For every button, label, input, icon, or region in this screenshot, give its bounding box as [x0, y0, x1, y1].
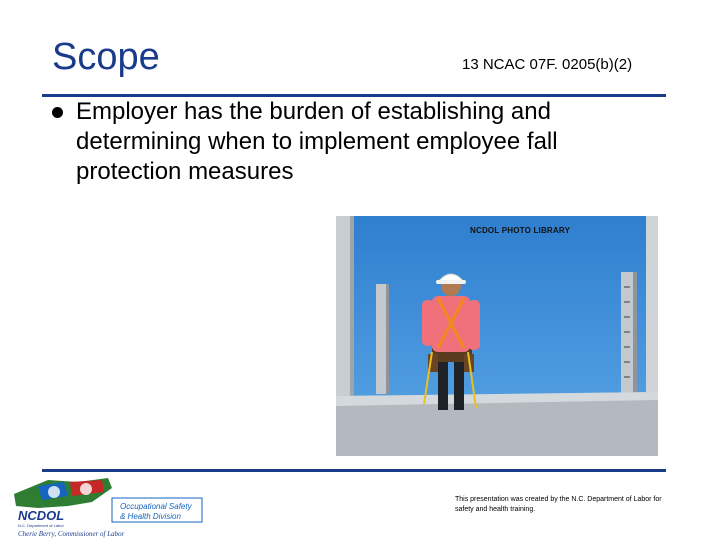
- steel-post: [376, 284, 386, 394]
- bullet-text: Employer has the burden of establishing and determining when to implement employee fall protection measures: [76, 98, 558, 185]
- bullet-icon: [52, 107, 63, 118]
- svg-text:Occupational Safety: Occupational Safety: [120, 502, 192, 511]
- photo-illustration: [336, 216, 658, 456]
- ncdol-logo-graphic: [8, 472, 218, 538]
- svg-text:N.C. Department of Labor: N.C. Department of Labor: [18, 523, 64, 528]
- svg-text:& Health Division: & Health Division: [120, 512, 181, 521]
- worker-photo: [336, 216, 658, 456]
- photo-caption: NCDOL PHOTO LIBRARY: [470, 226, 571, 235]
- slide-title: Scope: [52, 36, 160, 78]
- svg-text:NCDOL: NCDOL: [18, 508, 65, 523]
- regulation-citation: 13 NCAC 07F. 0205(b)(2): [462, 56, 633, 73]
- steel-post: [621, 272, 633, 402]
- footer-note: This presentation was created by the N.C. Department of Labor for safety and health training.: [455, 496, 662, 513]
- svg-text:Cherie Berry, Commissioner of: Cherie Berry, Commissioner of Labor: [18, 530, 125, 538]
- ncdol-osh-logo: [8, 472, 218, 538]
